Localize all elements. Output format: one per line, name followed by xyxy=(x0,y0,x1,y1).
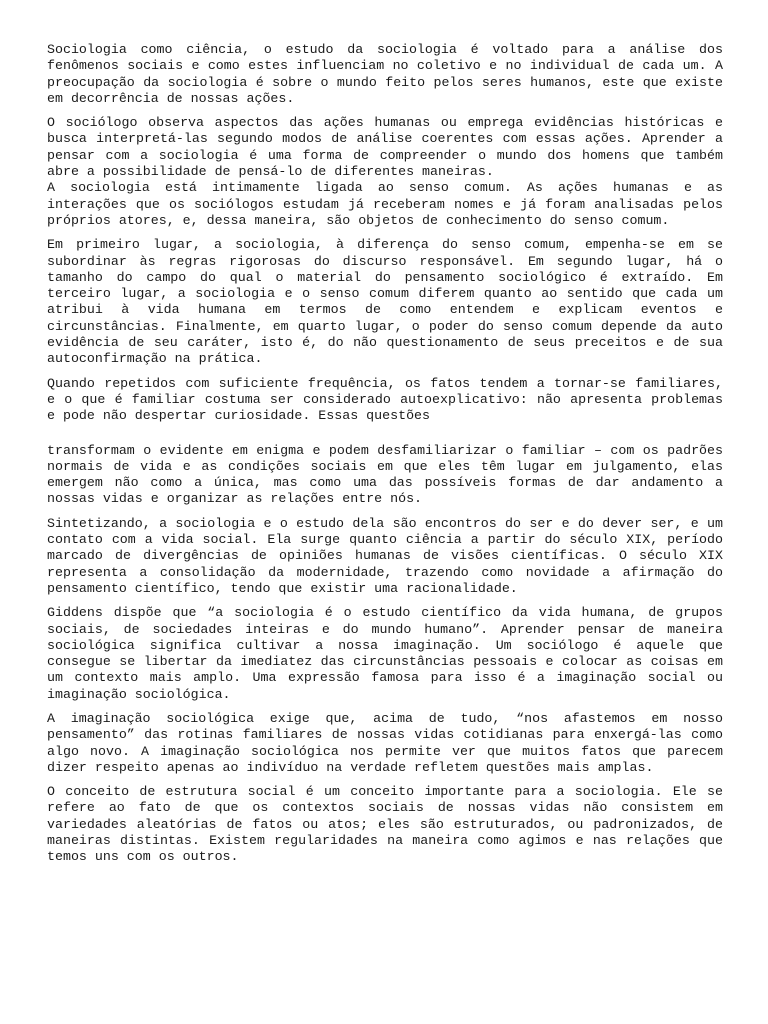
paragraph-9: A imaginação sociológica exige que, acima de tudo, “nos afastemos em nosso pensamento” das rotinas familiares de nossas vidas cotidianas para enxergá-las como algo novo. A imaginação sociológica nos permite ver que muitos fatos que parecem dizer respeito apenas ao indivíduo na verdade refletem questões mais amplas. xyxy=(47,710,723,775)
paragraph-10: O conceito de estrutura social é um conceito importante para a sociologia. Ele se refere ao fato de que os contextos sociais de nossas vidas não consistem em variedades aleatórias de fatos ou atos; eles são estruturados, ou padronizados, de maneiras distintas. Existem regularidades na maneira como agimos e nas relações que temos uns com os outros. xyxy=(47,784,723,865)
document-page xyxy=(47,42,723,874)
paragraph-5: Quando repetidos com suficiente frequência, os fatos tendem a tornar-se familiares, e o que é familiar costuma ser considerado autoexplicativo: não apresenta problemas e pode não despertar curiosidade. Essas questões xyxy=(47,375,723,424)
paragraph-7: Sintetizando, a sociologia e o estudo dela são encontros do ser e do dever ser, e um contato com a vida social. Ela surge quanto ciência a partir do século XIX, período marcado de divergências de opiniões humanas de visões científicas. O século XIX representa a consolidação da modernidade, trazendo como novidade a afirmação do pensamento científico, tendo que existir uma racionalidade. xyxy=(47,515,723,596)
paragraph-1: Sociologia como ciência, o estudo da sociologia é voltado para a análise dos fenômenos sociais e como estes influenciam no coletivo e no individual de cada um. A preocupação da sociologia é sobre o mundo feito pelos seres humanos, este que existe em decorrência de nossas ações. xyxy=(47,42,723,106)
paragraph-2: O sociólogo observa aspectos das ações humanas ou emprega evidências históricas e busca interpretá-las segundo modos de análise coerentes com essas ações. Aprender a pensar com a sociologia é uma forma de compreender o mundo dos homens que também abre a possibilidade de pensá-lo de diferentes maneiras. xyxy=(47,115,723,180)
paragraph-8: Giddens dispõe que “a sociologia é o estudo científico da vida humana, de grupos sociais, de sociedades inteiras e do mundo humano”. Aprender pensar de maneira sociológica significa cultivar a nossa imaginação. Um sociólogo é aquele que consegue se libertar da imediatez das circunstâncias pessoais e colocar as coisas em um contexto mais amplo. Uma expressão famosa para isso é a imaginação social ou imaginação sociológica. xyxy=(47,605,723,702)
paragraph-3: A sociologia está intimamente ligada ao senso comum. As ações humanas e as interações que os sociólogos estudam já receberam nomes e já foram analisadas pelos próprios atores, e, dessa maneira, são objetos de conhecimento do senso comum. xyxy=(47,180,723,228)
paragraph-6: transformam o evidente em enigma e podem desfamiliarizar o familiar – com os padrões normais de vida e as condições sociais em que eles têm lugar em julgamento, elas emergem não como a única, mas como uma das possíveis formas de dar andamento a nossas vidas e organizar as relações entre nós. xyxy=(47,442,723,507)
paragraph-4: Em primeiro lugar, a sociologia, à diferença do senso comum, empenha-se em se subordinar às regras rigorosas do discurso responsável. Em segundo lugar, há o tamanho do campo do qual o material do pensamento sociológico é extraído. Em terceiro lugar, a sociologia e o senso comum diferem quanto ao sentido que cada um atribui à vida humana em termos de como entendem e explicam eventos e circunstâncias. Finalmente, em quarto lugar, o poder do senso comum depende da auto evidência de seu caráter, isto é, do não questionamento de seus preceitos e de sua autoconfirmação na prática. xyxy=(47,237,723,367)
